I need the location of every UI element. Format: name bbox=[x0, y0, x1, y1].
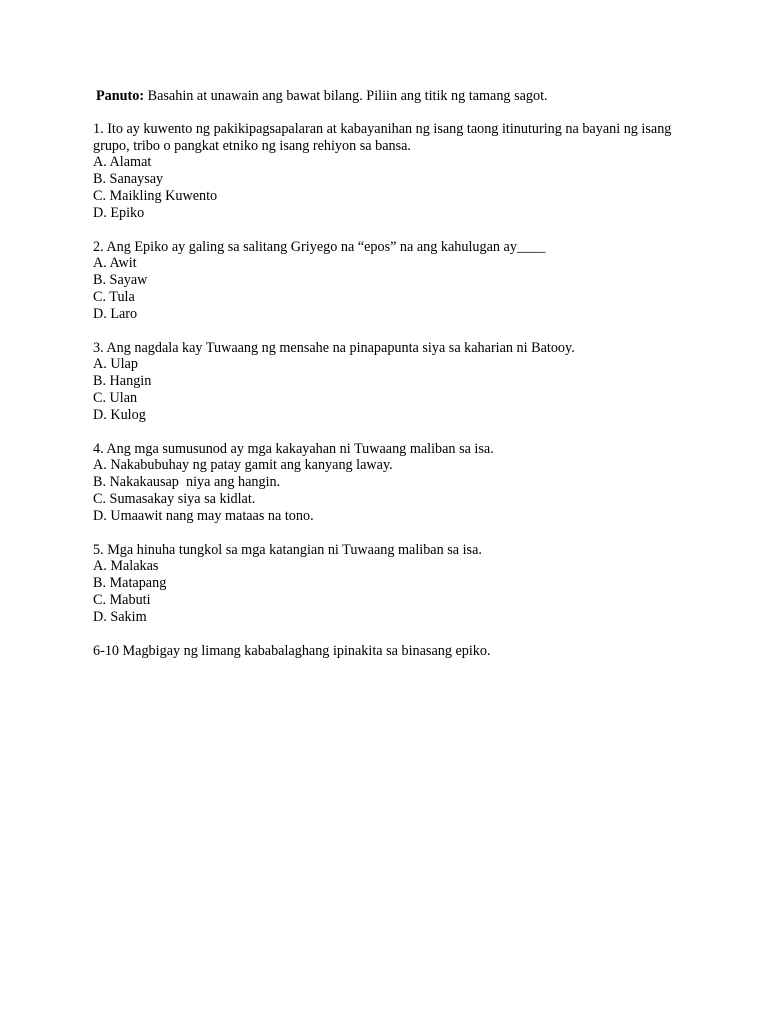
instructions bbox=[96, 88, 693, 105]
question-text: 3. Ang nagdala kay Tuwaang ng mensahe na pinapapunta siya sa kaharian ni Batooy. bbox=[93, 339, 575, 356]
choice-b: B. Nakakausap niya ang hangin. bbox=[93, 474, 281, 491]
question-5 bbox=[93, 542, 693, 626]
choice-a: A. Malakas bbox=[93, 558, 159, 575]
choice-c: C. Sumasakay siya sa kidlat. bbox=[93, 490, 256, 507]
question-4 bbox=[93, 441, 693, 525]
choice-d: D. Kulog bbox=[93, 406, 146, 423]
choice-c: C. Ulan bbox=[93, 389, 138, 406]
choice-b: B. Sanaysay bbox=[93, 171, 164, 188]
choice-b: B. Sayaw bbox=[93, 272, 148, 289]
instructions-label: Panuto: bbox=[96, 88, 145, 104]
question-1 bbox=[93, 121, 693, 222]
instructions-text: Basahin at unawain ang bawat bilang. Piliin ang titik ng tamang sagot. bbox=[144, 88, 548, 104]
choice-a: A. Alamat bbox=[93, 154, 152, 171]
choice-d: D. Sakim bbox=[93, 608, 147, 625]
question-3 bbox=[93, 340, 693, 424]
question-text: 1. Ito ay kuwento ng pakikipagsapalaran at kabayanihan ng isang taong itinuturing na bayani ng isang grupo, tribo o pangkat etniko ng isang rehiyon sa bansa. bbox=[93, 120, 672, 154]
choice-c: C. Maikling Kuwento bbox=[93, 187, 218, 204]
choice-b: B. Matapang bbox=[93, 575, 167, 592]
choice-d: D. Umaawit nang may mataas na tono. bbox=[93, 507, 314, 524]
choice-a: A. Ulap bbox=[93, 356, 138, 373]
quiz-page bbox=[93, 88, 693, 659]
choice-c: C. Mabuti bbox=[93, 591, 151, 608]
question-text: 2. Ang Epiko ay galing sa salitang Griyego na “epos” na ang kahulugan ay____ bbox=[93, 238, 546, 255]
choice-d: D. Laro bbox=[93, 305, 138, 322]
question-2 bbox=[93, 239, 693, 323]
choice-d: D. Epiko bbox=[93, 204, 145, 221]
final-task: 6-10 Magbigay ng limang kababalaghang ipinakita sa binasang epiko. bbox=[93, 642, 491, 659]
question-text: 4. Ang mga sumusunod ay mga kakayahan ni Tuwaang maliban sa isa. bbox=[93, 440, 494, 457]
choice-a: A. Awit bbox=[93, 255, 137, 272]
choice-c: C. Tula bbox=[93, 288, 135, 305]
choice-a: A. Nakabubuhay ng patay gamit ang kanyang laway. bbox=[93, 457, 393, 474]
question-text: 5. Mga hinuha tungkol sa mga katangian ni Tuwaang maliban sa isa. bbox=[93, 541, 482, 558]
choice-b: B. Hangin bbox=[93, 373, 152, 390]
